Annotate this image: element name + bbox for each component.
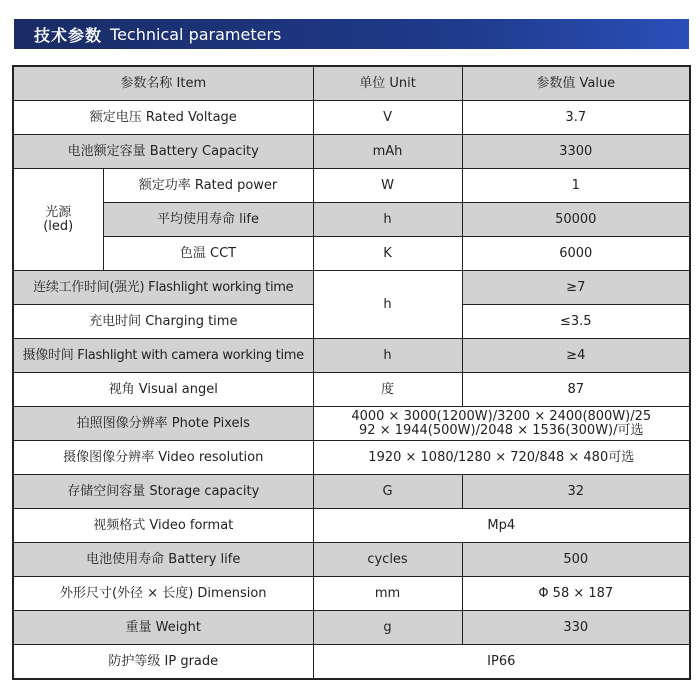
row-unit: h — [313, 203, 462, 237]
table-row — [13, 373, 690, 407]
row-unit: h — [313, 339, 462, 373]
photo-pixels-line1: 4000 × 3000(1200W)/3200 × 2400(800W)/25 — [351, 408, 652, 424]
row-unit: cycles — [313, 543, 462, 577]
row-value: 87 — [462, 373, 690, 407]
row-item: 拍照图像分辨率 Phote Pixels — [13, 407, 313, 441]
light-source-en: (led) — [43, 218, 74, 234]
row-item: 重量 Weight — [13, 611, 313, 645]
header-title-en: Technical parameters — [110, 24, 282, 44]
row-item: 防护等级 IP grade — [13, 645, 313, 680]
row-value: 3300 — [462, 135, 690, 169]
row-unit: V — [313, 101, 462, 135]
row-item: 平均使用寿命 life — [103, 203, 313, 237]
table-row — [13, 135, 690, 169]
row-item: 色温 CCT — [103, 237, 313, 271]
row-value: ≤3.5 — [462, 305, 690, 339]
row-item: 连续工作时间(强光) Flashlight working time — [13, 271, 313, 305]
row-value: Φ 58 × 187 — [462, 577, 690, 611]
row-item: 摄像图像分辨率 Video resolution — [13, 441, 313, 475]
row-item: 摄像时间 Flashlight with camera working time — [13, 339, 313, 373]
header-item: 参数名称 Item — [13, 66, 313, 101]
row-unit: W — [313, 169, 462, 203]
row-value: IP66 — [313, 645, 690, 680]
row-item: 视频格式 Video format — [13, 509, 313, 543]
table-row — [13, 645, 690, 680]
row-unit: h — [313, 271, 462, 339]
light-source-zh: 光源 — [45, 204, 72, 220]
table-row — [13, 237, 690, 271]
photo-pixels-line2: 92 × 1944(500W)/2048 × 1536(300W)/可选 — [359, 422, 644, 438]
table-row — [13, 407, 690, 441]
row-unit: 度 — [313, 373, 462, 407]
row-value: 1 — [462, 169, 690, 203]
row-value: 3.7 — [462, 101, 690, 135]
row-unit: G — [313, 475, 462, 509]
row-item: 电池使用寿命 Battery life — [13, 543, 313, 577]
table-row — [13, 441, 690, 475]
table-row — [13, 271, 690, 305]
row-value: Mp4 — [313, 509, 690, 543]
row-item: 电池额定容量 Battery Capacity — [13, 135, 313, 169]
row-value: 32 — [462, 475, 690, 509]
row-value: 50000 — [462, 203, 690, 237]
header-value: 参数值 Value — [462, 66, 690, 101]
table-row — [13, 543, 690, 577]
row-item: 存储空间容量 Storage capacity — [13, 475, 313, 509]
row-unit: mAh — [313, 135, 462, 169]
row-item: 视角 Visual angel — [13, 373, 313, 407]
light-source-label — [13, 169, 103, 271]
row-item: 充电时间 Charging time — [13, 305, 313, 339]
row-item: 外形尺寸(外径 × 长度) Dimension — [13, 577, 313, 611]
row-value — [313, 407, 690, 441]
row-value: ≥4 — [462, 339, 690, 373]
row-value: 330 — [462, 611, 690, 645]
row-unit: mm — [313, 577, 462, 611]
row-unit: K — [313, 237, 462, 271]
section-header — [14, 19, 689, 49]
table-row — [13, 101, 690, 135]
row-value: 500 — [462, 543, 690, 577]
table-header-row — [13, 66, 690, 101]
row-item: 额定电压 Rated Voltage — [13, 101, 313, 135]
table-row — [13, 509, 690, 543]
row-value: 1920 × 1080/1280 × 720/848 × 480可选 — [313, 441, 690, 475]
row-value: 6000 — [462, 237, 690, 271]
table-row — [13, 169, 690, 203]
table-row — [13, 339, 690, 373]
header-unit: 单位 Unit — [313, 66, 462, 101]
table-row — [13, 611, 690, 645]
header-title-zh: 技术参数 — [34, 25, 103, 45]
spec-table — [12, 65, 691, 680]
row-unit: g — [313, 611, 462, 645]
row-value: ≥7 — [462, 271, 690, 305]
table-row — [13, 203, 690, 237]
table-row — [13, 577, 690, 611]
table-row — [13, 475, 690, 509]
row-item: 额定功率 Rated power — [103, 169, 313, 203]
